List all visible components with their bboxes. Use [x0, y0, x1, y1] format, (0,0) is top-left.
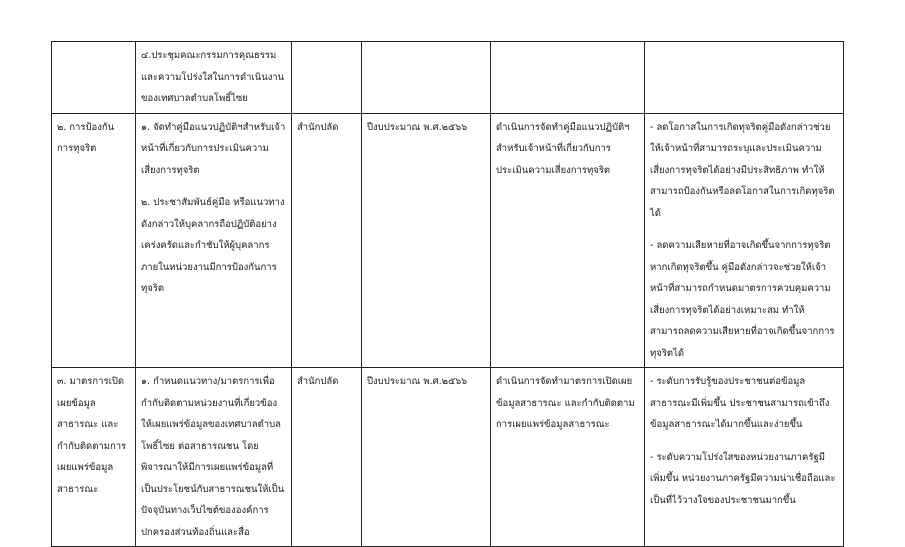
- period-cell: [362, 42, 491, 114]
- output-cell: ดำเนินการจัดทำคู่มือแนวปฏิบัติฯ สำหรับเจ้าหน้าที่เกี่ยวกับการประเมินความเสี่ยงการทุจริต: [491, 113, 645, 368]
- outcomes-cell: [645, 368, 844, 547]
- period-cell: ปีงบประมาณ พ.ศ.๒๕๖๖: [362, 113, 491, 368]
- measures-cell: [136, 42, 292, 114]
- measure-item: ๒. ประชาสัมพันธ์คู่มือ หรือแนวทางดังกล่าวให้บุคลากรถือปฏิบัติอย่างเคร่งครัดและกำชับให้ผู้บุคลากรภายในหน่วยงานมีการป้องกันการทุจริต: [141, 197, 285, 294]
- period-cell: ปีงบประมาณ พ.ศ.๒๕๖๖: [362, 368, 491, 547]
- outcomes-cell: [645, 113, 844, 368]
- measure-item: ๔.ประชุมคณะกรรมการคุณธรรมและความโปร่งใสในการดำเนินงานของเทศบาลตำบลโพธิ์ไซย: [141, 50, 285, 104]
- topic-cell: ๒. การป้องกันการทุจริต: [52, 113, 136, 368]
- output-cell: [491, 42, 645, 114]
- measures-cell: [136, 368, 292, 547]
- measure-item: ๑. กำหนดแนวทาง/มาตรการเพื่อกำกับติดตามหน่วยงานที่เกี่ยวข้องให้เผยแพร่ข้อมูลของเทศบาลตำบลโพธิ์ไซย ต่อสาธารณชน โดยพิจารณาให้มีการเผยแพร่ข้อมูลที่เป็นประโยชน์กับสาธารณชนให้เป็นปัจจุบันทางเว็บไซต์ขององค์การปกครองส่วนท้องถิ่นและสื่อ: [141, 376, 285, 538]
- outcome-item: - ลดความเสียหายที่อาจเกิดขึ้นจากการทุจริต หากเกิดทุจริตขึ้น คู่มือดังกล่าวจะช่วยให้เจ้าหน้าที่สามารถกำหนดมาตรการควบคุมความเสี่ยงการทุจริตได้อย่างเหมาะสม ทำให้สามารถลดความเสียหายที่อาจเกิดขึ้นจากการทุจริตได้: [650, 240, 835, 359]
- action-plan-table: [51, 41, 844, 547]
- owner-cell: สำนักปลัด: [292, 368, 362, 547]
- output-cell: ดำเนินการจัดทำมาตรการเปิดเผยข้อมูลสาธารณะ และกำกับติดตามการเผยแพร่ข้อมูลสาธารณะ: [491, 368, 645, 547]
- outcome-item: - ระดับการรับรู้ของประชาชนต่อข้อมูลสาธารณะมีเพิ่มขึ้น ประชาชนสามารถเข้าถึงข้อมูลสาธารณะได้มากขึ้นและง่ายขึ้น: [650, 376, 830, 430]
- owner-cell: [292, 42, 362, 114]
- topic-cell: [52, 42, 136, 114]
- outcomes-cell: [645, 42, 844, 114]
- table-row: [52, 42, 844, 114]
- table-row: [52, 368, 844, 547]
- owner-cell: สำนักปลัด: [292, 113, 362, 368]
- table-row: [52, 113, 844, 368]
- measures-cell: [136, 113, 292, 368]
- measure-item: ๑. จัดทำคู่มือแนวปฏิบัติฯสำหรับเจ้าหน้าที่เกี่ยวกับการประเมินความเสี่ยงการทุจริต: [141, 121, 286, 176]
- outcome-item: - ลดโอกาสในการเกิดทุจริตคู่มือดังกล่าวช่วยให้เจ้าหน้าที่สามารถระบุและประเมินความเสี่ยงการทุจริตได้อย่างมีประสิทธิภาพ ทำให้สามารถป้องกันหรือลดโอกาสในการเกิดทุจริตได้: [650, 121, 835, 219]
- topic-cell: ๓. มาตรการเปิดเผยข้อมูลสาธารณะ และกำกับติดตามการเผยแพร่ข้อมูลสาธารณะ: [52, 368, 136, 547]
- outcome-item: - ระดับความโปร่งใสของหน่วยงานภาครัฐมีเพิ่มขึ้น หน่วยงานภาครัฐมีความน่าเชื่อถือและเป็นที่ไว้วางใจของประชาชนมากขึ้น: [650, 451, 836, 506]
